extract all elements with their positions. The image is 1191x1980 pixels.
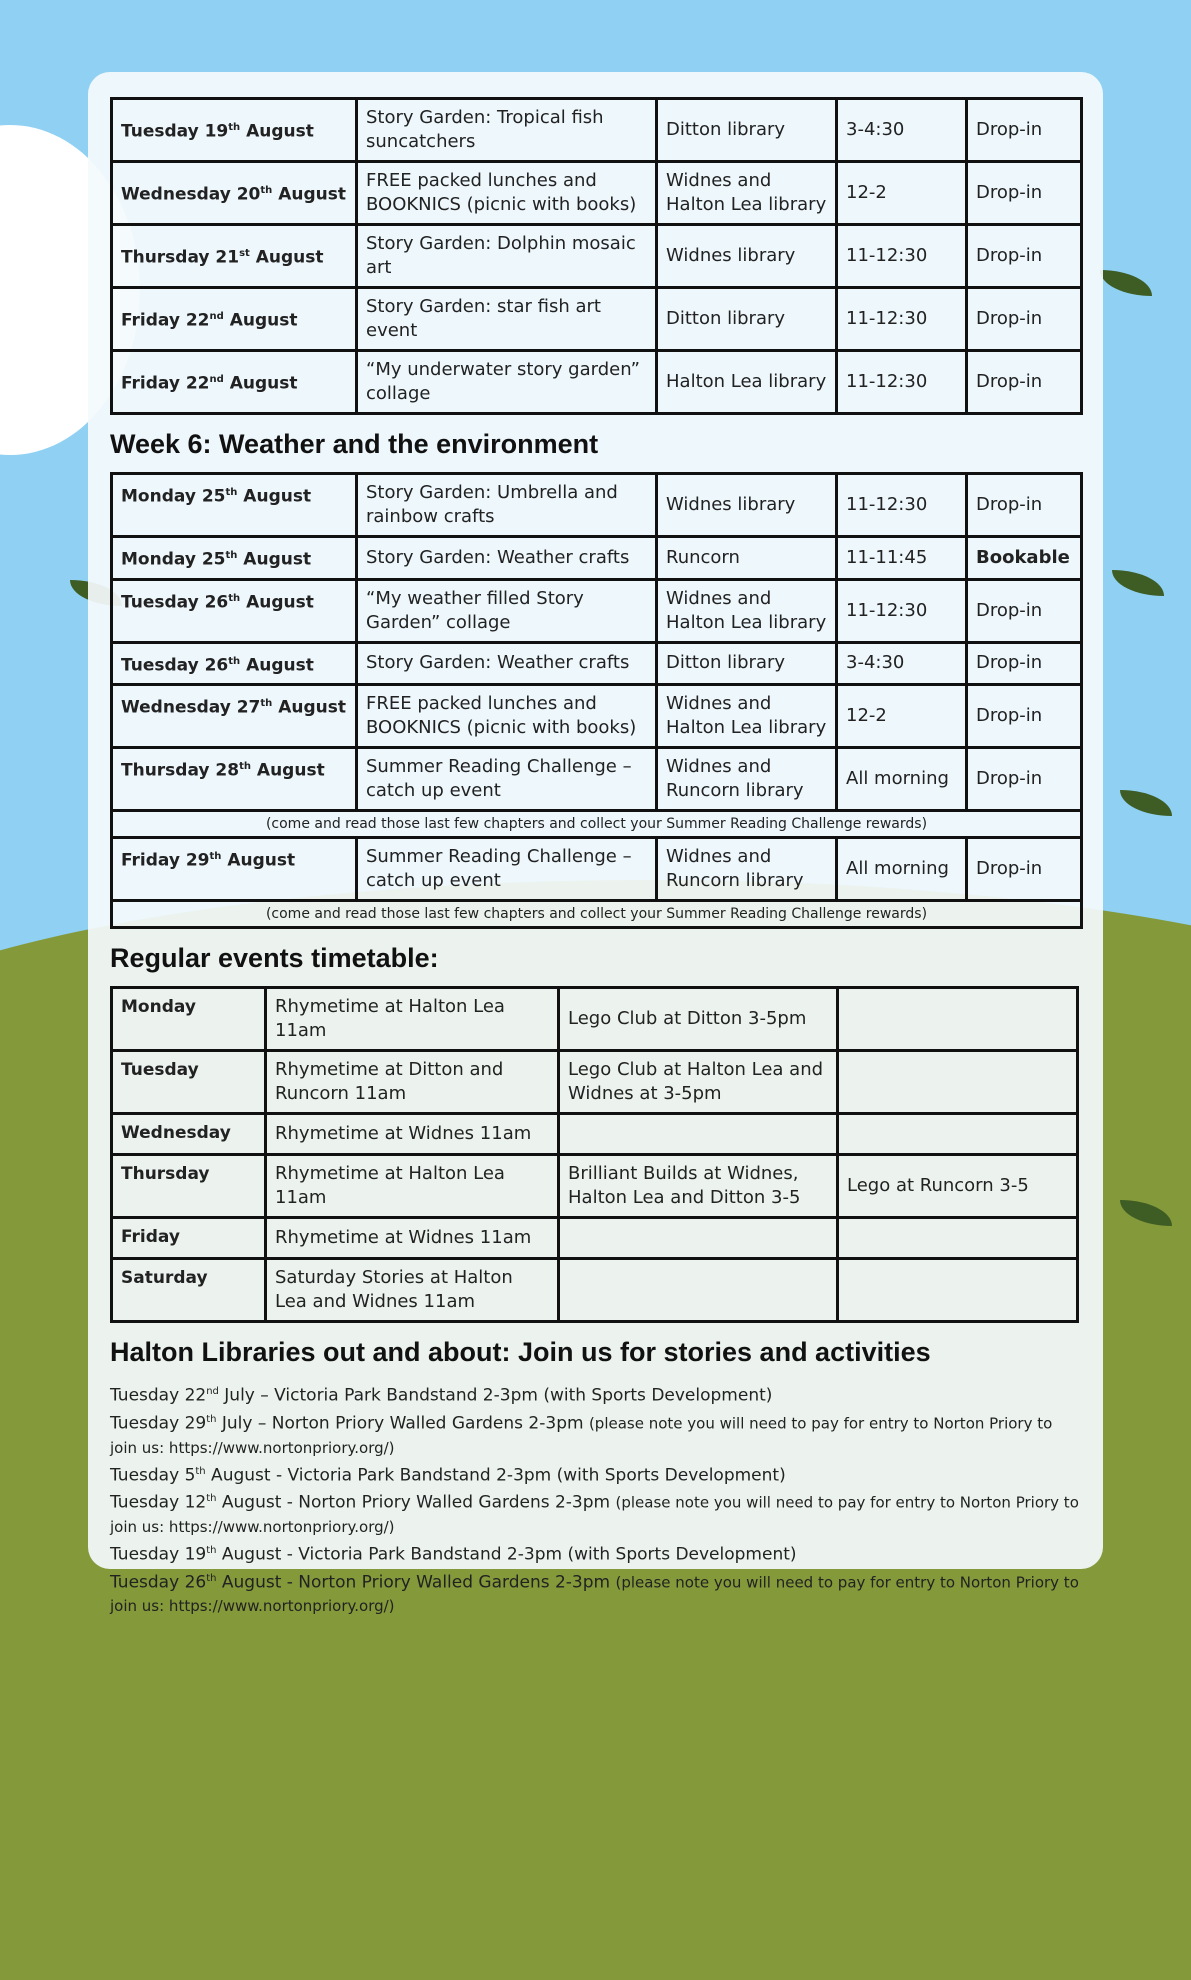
table-row [112,162,1082,225]
day-suffix: th [228,655,241,667]
day-cell: Thursday 28th August [112,748,357,811]
event-cell: Summer Reading Challenge – catch up event [357,838,657,901]
table-row [112,748,1082,811]
event-cell: Story Garden: Dolphin mosaic art [357,225,657,288]
time-cell: 11-12:30 [837,579,967,642]
time-cell: 12-2 [837,162,967,225]
day-suffix: th [260,185,273,197]
activity-cell [838,1051,1078,1114]
activity-cell [838,1114,1078,1155]
location-cell: Widnes library [657,225,837,288]
day-suffix: th [239,761,251,773]
time-cell: 11-12:30 [837,288,967,351]
date-suffix: th [195,1465,206,1477]
day-suffix: nd [209,374,224,386]
location-cell: Widnes and Runcorn library [657,838,837,901]
activity-cell [838,1259,1078,1322]
regular-title: Regular events timetable: [110,943,439,974]
day-cell: Friday 22nd August [112,288,357,351]
activity-cell: Rhymetime at Widnes 11am [266,1114,559,1155]
table-row [112,1218,1078,1259]
date-suffix: nd [206,1386,219,1398]
day-cell: Wednesday [112,1114,266,1155]
regular-table [110,986,1079,1323]
table-row [112,1259,1078,1322]
location-cell: Runcorn [657,537,837,580]
day-cell: Tuesday [112,1051,266,1114]
event-cell: Story Garden: star fish art event [357,288,657,351]
week6-title: Week 6: Weather and the environment [110,429,599,459]
day-cell: Thursday [112,1155,266,1218]
event-cell: “My underwater story garden” collage [357,351,657,414]
type-cell: Drop-in [967,642,1082,685]
type-cell: Drop-in [967,351,1082,414]
day-suffix: th [225,487,238,498]
activity-cell: Rhymetime at Ditton and Runcorn 11am [266,1051,559,1114]
date-suffix: th [206,1493,217,1505]
activity-cell [559,1114,838,1155]
entry-note: (please note you will need to pay for entry to Norton Priory to join us: https://www.nortonpriory.org/) [110,1573,1079,1616]
day-cell: Saturday [112,1259,266,1322]
note-cell: (come and read those last few chapters and collect your Summer Reading Challenge rewards) [112,901,1082,928]
activity-cell: Rhymetime at Halton Lea 11am [266,988,559,1051]
type-cell: Drop-in [967,99,1082,162]
time-cell: 11-12:30 [837,474,967,537]
day-suffix: st [239,248,250,260]
type-cell: Drop-in [967,685,1082,748]
location-cell: Halton Lea library [657,351,837,414]
day-cell: Tuesday 26th August [112,642,357,685]
time-cell: 12-2 [837,685,967,748]
table-row [112,537,1082,580]
week6-table [110,472,1083,929]
event-cell: “My weather filled Story Garden” collage [357,579,657,642]
table-row [112,642,1082,685]
time-cell: 11-12:30 [837,351,967,414]
note-row [112,811,1082,838]
table-row [112,579,1082,642]
location-cell: Widnes and Halton Lea library [657,579,837,642]
table-row [112,288,1082,351]
day-cell: Friday 22nd August [112,351,357,414]
date-suffix: th [206,1413,217,1425]
location-cell: Widnes and Halton Lea library [657,162,837,225]
activity-cell [838,988,1078,1051]
outabout-list [110,1380,1080,1618]
activity-cell [838,1218,1078,1259]
event-cell: Story Garden: Weather crafts [357,642,657,685]
outabout-title: Halton Libraries out and about: Join us for stories and activities [110,1337,931,1368]
day-cell: Thursday 21st August [112,225,357,288]
schedule-content [110,97,1080,1618]
day-cell: Monday [112,988,266,1051]
outabout-item: Tuesday 22nd July – Victoria Park Bandstand 2-3pm (with Sports Development) [110,1385,773,1406]
day-suffix: th [228,122,241,134]
activity-cell: Lego at Runcorn 3-5 [838,1155,1078,1218]
day-cell: Wednesday 27th August [112,685,357,748]
activity-cell [559,1218,838,1259]
type-cell: Drop-in [967,838,1082,901]
day-cell: Tuesday 26th August [112,579,357,642]
activity-cell: Lego Club at Halton Lea and Widnes at 3-5pm [559,1051,838,1114]
day-cell: Tuesday 19th August [112,99,357,162]
time-cell: All morning [837,838,967,901]
activity-cell: Saturday Stories at Halton Lea and Widnes 11am [266,1259,559,1322]
week5-table [110,97,1083,415]
day-cell: Monday 25th August [112,537,357,580]
activity-cell: Rhymetime at Halton Lea 11am [266,1155,559,1218]
outabout-item: Tuesday 19th August - Victoria Park Bandstand 2-3pm (with Sports Development) [110,1544,797,1565]
type-cell: Drop-in [967,288,1082,351]
event-cell: Story Garden: Umbrella and rainbow crafts [357,474,657,537]
type-cell: Drop-in [967,225,1082,288]
outabout-item: Tuesday 26th August - Norton Priory Walled Gardens 2-3pm (please note you will need to pay for entry to Norton Priory to join us: https://www.nortonpriory.org/) [110,1572,1079,1616]
type-cell: Drop-in [967,748,1082,811]
type-cell: Drop-in [967,579,1082,642]
location-cell: Ditton library [657,288,837,351]
day-cell: Friday [112,1218,266,1259]
type-cell: Drop-in [967,474,1082,537]
note-row [112,901,1082,928]
table-row [112,988,1078,1051]
table-row [112,685,1082,748]
event-cell: FREE packed lunches and BOOKNICS (picnic with books) [357,685,657,748]
time-cell: 11-12:30 [837,225,967,288]
table-row [112,351,1082,414]
location-cell: Ditton library [657,99,837,162]
event-cell: FREE packed lunches and BOOKNICS (picnic with books) [357,162,657,225]
day-cell: Friday 29th August [112,838,357,901]
type-cell: Bookable [967,537,1082,580]
table-row [112,474,1082,537]
day-cell: Monday 25th August [112,474,357,537]
day-cell: Wednesday 20th August [112,162,357,225]
day-suffix: th [209,851,222,863]
note-cell: (come and read those last few chapters and collect your Summer Reading Challenge rewards) [112,811,1082,838]
time-cell: 3-4:30 [837,642,967,685]
activity-cell: Lego Club at Ditton 3-5pm [559,988,838,1051]
outabout-item: Tuesday 5th August - Victoria Park Bandstand 2-3pm (with Sports Development) [110,1465,786,1486]
table-row [112,1114,1078,1155]
entry-note: (please note you will need to pay for entry to Norton Priory to join us: https://www.nortonpriory.org/) [110,1414,1053,1457]
entry-note: (please note you will need to pay for entry to Norton Priory to join us: https://www.nortonpriory.org/) [110,1493,1079,1536]
activity-cell: Brilliant Builds at Widnes, Halton Lea and Ditton 3-5 [559,1155,838,1218]
outabout-item: Tuesday 12th August - Norton Priory Walled Gardens 2-3pm (please note you will need to pay for entry to Norton Priory to join us: https://www.nortonpriory.org/) [110,1492,1079,1536]
event-cell: Story Garden: Tropical fish suncatchers [357,99,657,162]
table-row [112,1155,1078,1218]
day-suffix: th [228,592,241,604]
activity-cell [559,1259,838,1322]
table-row [112,838,1082,901]
location-cell: Ditton library [657,642,837,685]
time-cell: All morning [837,748,967,811]
outabout-item: Tuesday 29th July – Norton Priory Walled Gardens 2-3pm (please note you will need to pay for entry to Norton Priory to join us: https://www.nortonpriory.org/) [110,1413,1053,1457]
location-cell: Widnes library [657,474,837,537]
table-row [112,1051,1078,1114]
event-cell: Story Garden: Weather crafts [357,537,657,580]
date-suffix: th [206,1544,217,1556]
time-cell: 3-4:30 [837,99,967,162]
date-suffix: th [206,1572,217,1584]
table-row [112,225,1082,288]
location-cell: Widnes and Runcorn library [657,748,837,811]
day-suffix: nd [209,311,224,323]
type-cell: Drop-in [967,162,1082,225]
activity-cell: Rhymetime at Widnes 11am [266,1218,559,1259]
event-cell: Summer Reading Challenge – catch up event [357,748,657,811]
location-cell: Widnes and Halton Lea library [657,685,837,748]
day-suffix: th [225,550,238,561]
table-row [112,99,1082,162]
time-cell: 11-11:45 [837,537,967,580]
day-suffix: th [260,698,273,710]
